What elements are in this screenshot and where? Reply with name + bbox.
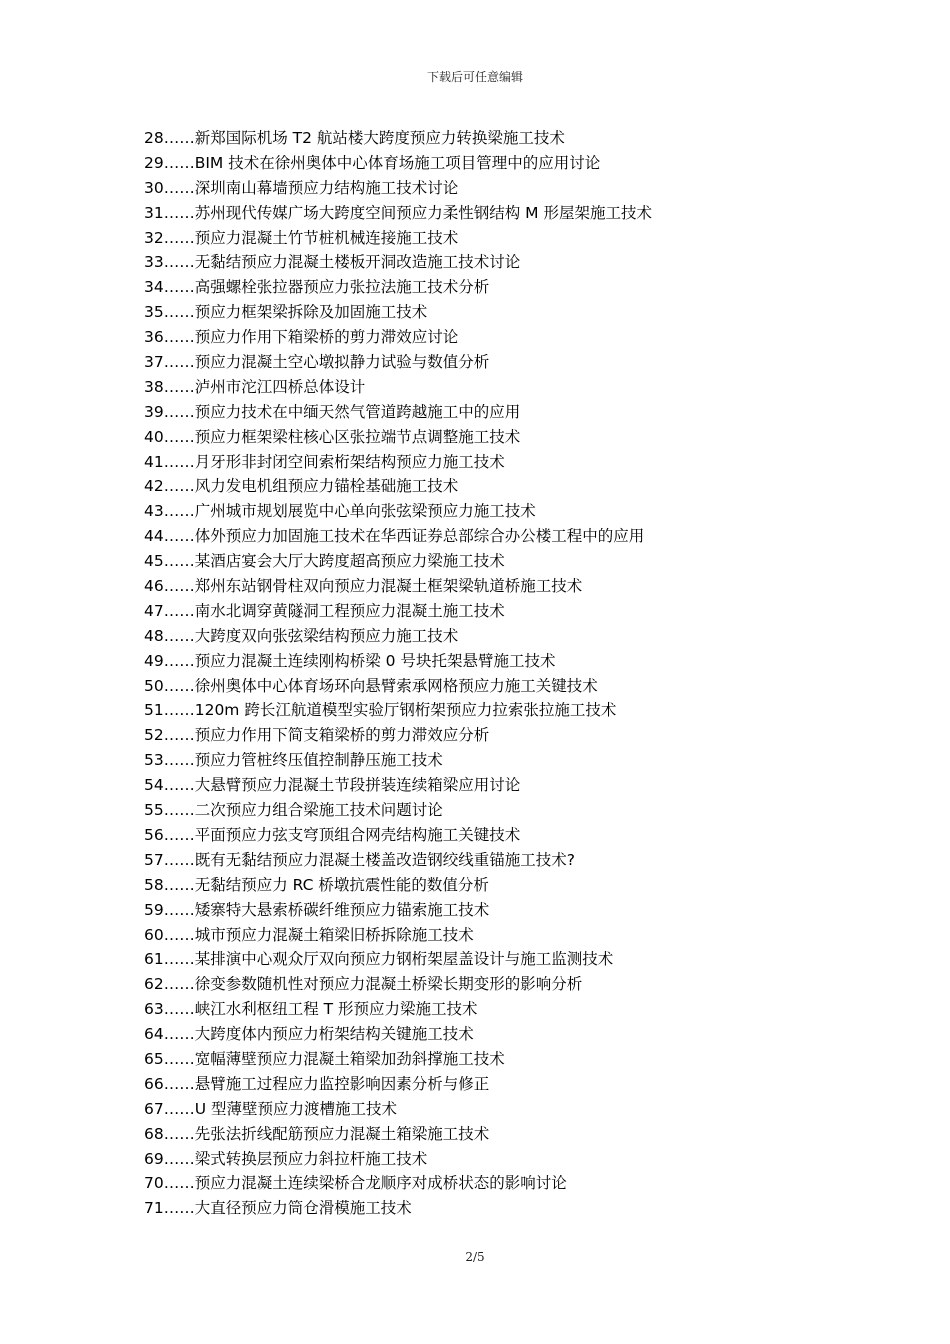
toc-item: 63……峡江水利枢纽工程 T 形预应力梁施工技术 (144, 1000, 478, 1019)
toc-item: 61……某排演中心观众厅双向预应力钢桁架屋盖设计与施工监测技术 (144, 950, 614, 969)
toc-item: 70……预应力混凝土连续梁桥合龙顺序对成桥状态的影响讨论 (144, 1174, 567, 1193)
toc-item: 69……梁式转换层预应力斜拉杆施工技术 (144, 1149, 428, 1168)
toc-item: 53……预应力管桩终压值控制静压施工技术 (144, 751, 443, 770)
toc-list (144, 126, 864, 1221)
toc-item: 71……大直径预应力筒仓滑模施工技术 (144, 1199, 412, 1218)
toc-item: 49……预应力混凝土连续刚构桥梁 0 号块托架悬臂施工技术 (144, 651, 556, 670)
toc-item: 48……大跨度双向张弦梁结构预应力施工技术 (144, 626, 459, 645)
toc-item: 39……预应力技术在中缅天然气管道跨越施工中的应用 (144, 402, 521, 421)
toc-item: 67……U 型薄壁预应力渡槽施工技术 (144, 1099, 397, 1118)
toc-item: 35……预应力框架梁拆除及加固施工技术 (144, 303, 428, 322)
toc-item: 44……体外预应力加固施工技术在华西证券总部综合办公楼工程中的应用 (144, 527, 645, 546)
toc-item: 34……高强螺栓张拉器预应力张拉法施工技术分析 (144, 278, 490, 297)
toc-item: 46……郑州东站钢骨柱双向预应力混凝土框架梁轨道桥施工技术 (144, 577, 583, 596)
toc-item: 59……矮寨特大悬索桥碳纤维预应力锚索施工技术 (144, 900, 490, 919)
toc-item: 65……宽幅薄壁预应力混凝土箱梁加劲斜撑施工技术 (144, 1049, 505, 1068)
toc-item: 57……既有无黏结预应力混凝土楼盖改造钢绞线重锚施工技术? (144, 850, 575, 869)
toc-item: 40……预应力框架梁柱核心区张拉端节点调整施工技术 (144, 427, 521, 446)
toc-item: 28……新郑国际机场 T2 航站楼大跨度预应力转换梁施工技术 (144, 129, 565, 147)
toc-item: 52……预应力作用下简支箱梁桥的剪力滞效应分析 (144, 726, 490, 745)
toc-item: 32……预应力混凝土竹节桩机械连接施工技术 (144, 228, 459, 247)
toc-item: 43……广州城市规划展览中心单向张弦梁预应力施工技术 (144, 502, 536, 521)
toc-item: 42……风力发电机组预应力锚栓基础施工技术 (144, 477, 459, 496)
toc-item: 68……先张法折线配筋预应力混凝土箱梁施工技术 (144, 1124, 490, 1143)
toc-item: 58……无黏结预应力 RC 桥墩抗震性能的数值分析 (144, 875, 489, 894)
toc-item: 64……大跨度体内预应力桁架结构关键施工技术 (144, 1025, 474, 1044)
toc-item: 38……泸州市沱江四桥总体设计 (144, 377, 366, 396)
toc-item: 66……悬臂施工过程应力监控影响因素分析与修正 (144, 1074, 490, 1093)
toc-item: 45……某酒店宴会大厅大跨度超高预应力梁施工技术 (144, 552, 505, 571)
toc-item: 33……无黏结预应力混凝土楼板开洞改造施工技术讨论 (144, 253, 521, 272)
toc-item: 29……BIM 技术在徐州奥体中心体育场施工项目管理中的应用讨论 (144, 153, 601, 172)
toc-item: 37……预应力混凝土空心墩拟静力试验与数值分析 (144, 353, 490, 372)
toc-item: 51……120m 跨长江航道模型实验厅钢桁架预应力拉索张拉施工技术 (144, 701, 617, 720)
toc-item: 30……深圳南山幕墙预应力结构施工技术讨论 (144, 178, 459, 197)
toc-item: 36……预应力作用下箱梁桥的剪力滞效应讨论 (144, 328, 459, 347)
toc-item: 50……徐州奥体中心体育场环向悬臂索承网格预应力施工关键技术 (144, 676, 598, 695)
toc-item: 55……二次预应力组合梁施工技术问题讨论 (144, 801, 443, 820)
page-number: 2/5 (465, 1250, 485, 1264)
toc-item: 54……大悬臂预应力混凝土节段拼装连续箱梁应用讨论 (144, 776, 521, 795)
toc-item: 56……平面预应力弦支穹顶组合网壳结构施工关键技术 (144, 825, 521, 844)
page-header: 下载后可任意编辑 (426, 70, 523, 84)
toc-item: 41……月牙形非封闭空间索桁架结构预应力施工技术 (144, 452, 505, 471)
toc-item: 60……城市预应力混凝土箱梁旧桥拆除施工技术 (144, 925, 474, 944)
toc-item: 47……南水北调穿黄隧洞工程预应力混凝土施工技术 (144, 601, 505, 620)
toc-item: 31……苏州现代传媒广场大跨度空间预应力柔性钢结构 M 形屋架施工技术 (144, 203, 652, 222)
toc-item: 62……徐变参数随机性对预应力混凝土桥梁长期变形的影响分析 (144, 975, 583, 994)
